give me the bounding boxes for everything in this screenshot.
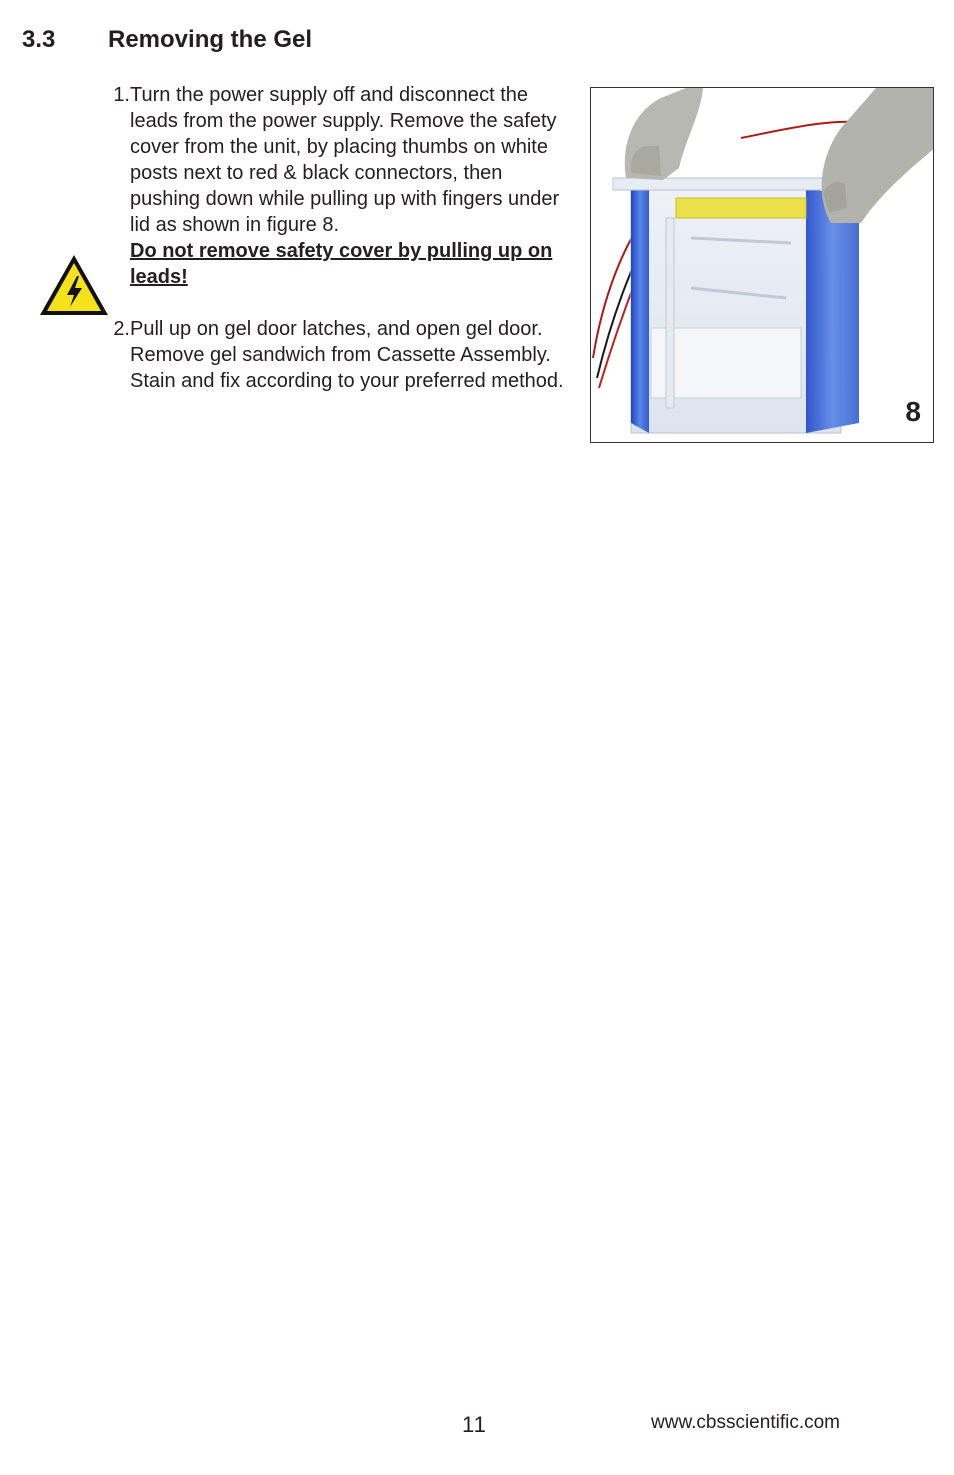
website-url: www.cbsscientific.com: [651, 1412, 840, 1433]
figure-label: 8: [905, 396, 921, 427]
high-voltage-warning-icon: [38, 252, 110, 318]
figure-photo: [590, 87, 934, 443]
step-number: 1.: [113, 84, 130, 106]
list-item: [104, 82, 566, 290]
safety-warning: Do not remove safety cover by pulling up on leads!: [130, 240, 553, 288]
instruction-list: [104, 82, 566, 394]
step-number: 2.: [113, 318, 130, 340]
section-title: Removing the Gel: [108, 26, 313, 53]
gel-unit-illustration: [591, 88, 934, 443]
step-text: Turn the power supply off and disconnect the leads from the power supply. Remove the safety cover from the unit, by placing thumbs on white posts next to red & black connectors, then pushing down while pulling up with fingers under lid as shown in figure 8.: [130, 84, 560, 236]
page-number: 11: [462, 1412, 487, 1437]
list-item: [104, 316, 566, 394]
section-number: 3.3: [22, 26, 56, 53]
step-text: Pull up on gel door latches, and open gel door. Remove gel sandwich from Cassette Assembly. Stain and fix according to your preferred method.: [130, 318, 564, 392]
